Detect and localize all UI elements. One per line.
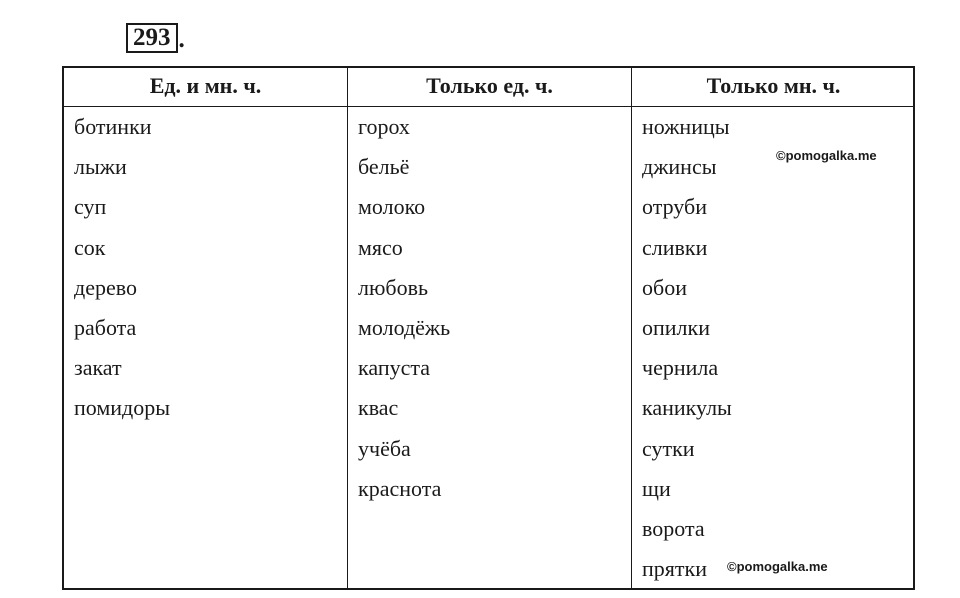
word-item: капуста [358,355,431,381]
watermark: ©pomogalka.me [727,559,828,574]
word-item: мясо [358,234,403,260]
word-item: дерево [74,274,137,300]
column-singular-only [358,112,450,514]
word-item: джинсы [642,154,717,180]
word-item: отруби [642,194,707,220]
word-item: любовь [358,274,429,300]
word-item: квас [358,395,399,421]
word-item: учёба [358,435,411,461]
word-item: ботинки [74,114,152,139]
exercise-number [126,25,185,53]
watermark: ©pomogalka.me [776,148,877,163]
word-item: обои [642,274,687,300]
word-item: бельё [358,154,410,180]
column-singular-plural [74,112,170,434]
word-item: щи [642,475,671,501]
word-item: краснота [358,475,442,501]
word-item: сливки [642,234,708,260]
word-item: суп [74,194,107,220]
word-item: молодёжь [358,314,451,340]
word-item: каникулы [642,395,732,421]
word-item: работа [74,314,137,340]
column-plural-only [642,112,732,594]
word-item: сок [74,234,106,260]
exercise-number-box: 293 [126,23,178,53]
header-singular-plural: Ед. и мн. ч. [149,73,262,98]
exercise-number-period: . [178,26,185,53]
header-singular-only: Только ед. ч. [426,73,553,98]
word-item: закат [74,355,122,381]
word-item: ножницы [642,114,730,139]
word-item: горох [358,114,410,139]
header-plural-only: Только мн. ч. [706,73,841,98]
word-item: опилки [642,314,710,340]
word-item: чернила [642,355,719,381]
word-item: молоко [358,194,426,220]
word-item: лыжи [74,154,127,180]
noun-number-table [62,66,915,590]
word-item: сутки [642,435,695,461]
word-item: ворота [642,515,705,541]
column-divider [347,68,348,588]
word-item: прятки [642,556,707,582]
word-item: помидоры [74,395,171,421]
column-divider [631,68,632,588]
